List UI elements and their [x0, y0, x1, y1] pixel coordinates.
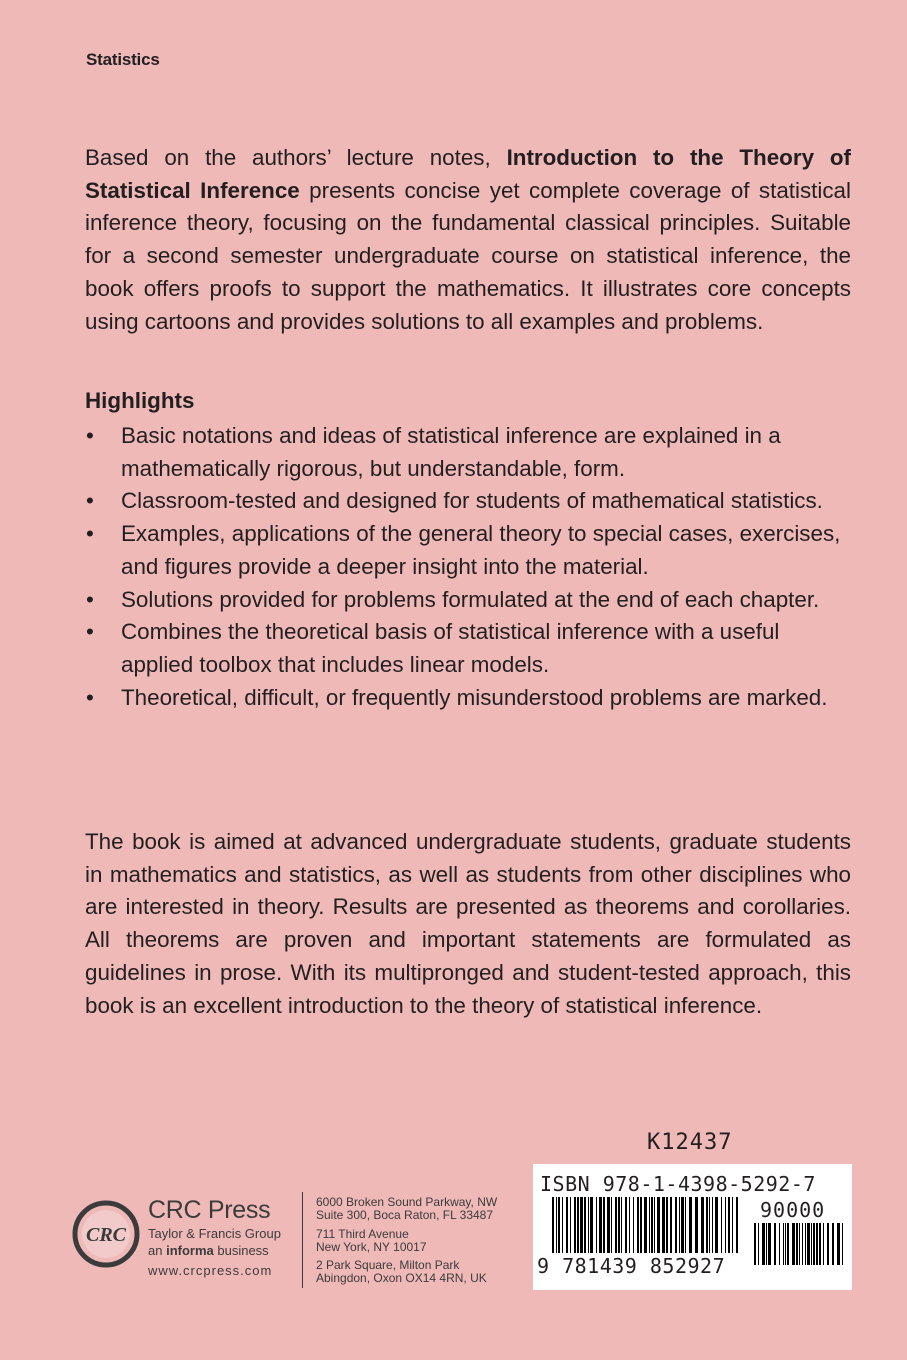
highlights-heading: Highlights [85, 388, 195, 413]
address-boca-raton: 6000 Broken Sound Parkway, NW Suite 300, Boca Raton, FL 33487 [316, 1195, 498, 1222]
intro-rest: presents concise yet complete coverage of statistical inference theory, focusing on the fundamental classical principles. Suitable for a second semester undergraduate course on statistical inference, the book offers proofs to support the mathematics. It illustrates core concepts using cartoons and provides solutions to all examples and problems. [85, 177, 851, 334]
highlight-item: • Examples, applications of the general theory to special cases, exercises, and figures provide a deeper insight into the material. [85, 518, 851, 583]
highlight-item: • Combines the theoretical basis of statistical inference with a useful applied toolbox that includes linear models. [85, 616, 851, 681]
publisher-divider [302, 1192, 303, 1288]
bullet-icon: • [86, 684, 94, 710]
publisher-name: CRC Press [148, 1196, 271, 1224]
highlight-item: • Basic notations and ideas of statistical inference are explained in a mathematically rigorous, but understandable, form. [85, 420, 851, 485]
product-code: K12437 [647, 1130, 733, 1155]
ean-digits: 9 781439 852927 [537, 1254, 726, 1278]
informa-line: an informa business [148, 1243, 269, 1258]
bullet-icon: • [86, 521, 94, 547]
logo-text: CRC [85, 1224, 127, 1246]
bullet-icon: • [86, 586, 94, 612]
bullet-icon: • [86, 619, 94, 645]
intro-prefix: Based on the authors’ lecture notes, [85, 145, 507, 170]
book-title: Introduction to the Theory of Statistical Inference [85, 145, 851, 203]
address-new-york: 711 Third Avenue New York, NY 10017 [316, 1227, 427, 1254]
isbn-text: ISBN 978-1-4398-5292-7 [540, 1172, 816, 1196]
highlight-item: • Solutions provided for problems formulated at the end of each chapter. [85, 584, 851, 617]
highlight-item: • Theoretical, difficult, or frequently misunderstood problems are marked. [85, 682, 851, 715]
crc-logo-icon [71, 1199, 141, 1269]
category-label: Statistics [86, 50, 160, 69]
bullet-icon: • [86, 423, 94, 448]
highlight-item: • Classroom-tested and designed for students of mathematical statistics. [85, 485, 851, 518]
intro-paragraph [85, 142, 851, 338]
highlights-list [85, 420, 851, 714]
publisher-group: Taylor & Francis Group [148, 1226, 281, 1241]
publisher-url: www.crcpress.com [148, 1263, 273, 1278]
bullet-icon: • [86, 488, 94, 514]
barcode-addon: 90000 [760, 1198, 826, 1222]
outro-paragraph: The book is aimed at advanced undergraduate students, graduate students in mathematics and statistics, as well as students from other disciplines who are interested in theory. Results are presented as theorems and corollaries. All theorems are proven and important statements are formulated as guidelines in prose. With its multipronged and student-tested approach, this book is an excellent introduction to the theory of statistical inference. [85, 829, 851, 1018]
address-abingdon: 2 Park Square, Milton Park Abingdon, Oxon OX14 4RN, UK [316, 1258, 487, 1285]
